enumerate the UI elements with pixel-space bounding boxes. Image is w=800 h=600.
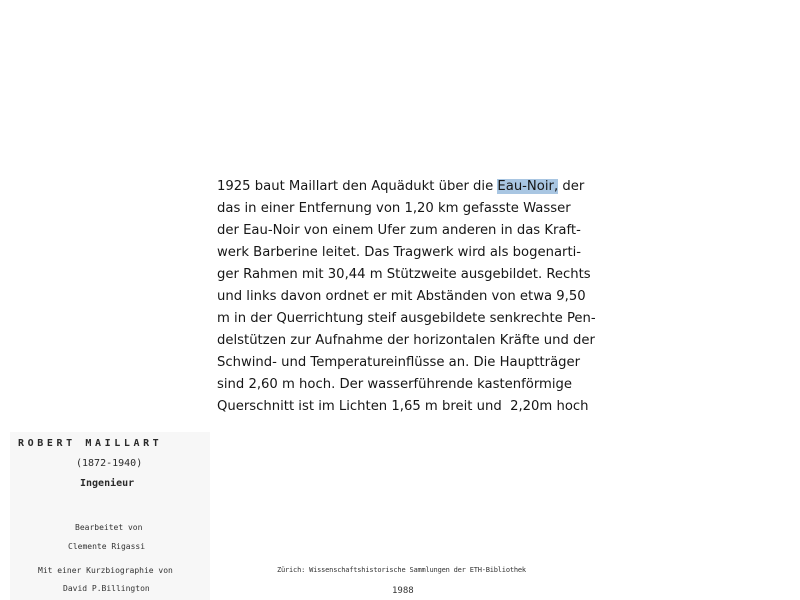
text-line: m in der Querrichtung steif ausgebildete senkrechte Pen-	[217, 311, 596, 326]
text-line: sind 2,60 m hoch. Der wasserführende kastenförmige	[217, 377, 573, 392]
publication-year: 1988	[392, 586, 414, 596]
text-line: delstützen zur Aufnahme der horizontalen Kräfte und der	[217, 333, 595, 348]
text-line	[217, 176, 607, 198]
author-name: ROBERT MAILLART	[18, 438, 163, 449]
text-segment: der	[558, 179, 585, 194]
text-line: ger Rahmen mit 30,44 m Stützweite ausgebildet. Rechts	[217, 267, 591, 282]
text-line: und links davon ordnet er mit Abständen von etwa 9,50	[217, 289, 586, 304]
text-line: Querschnitt ist im Lichten 1,65 m breit und 2,20m hoch	[217, 399, 589, 414]
author-years: (1872-1940)	[76, 458, 143, 469]
edited-by-label: Bearbeitet von	[75, 523, 143, 532]
text-line: das in einer Entfernung von 1,20 km gefasste Wasser	[217, 201, 571, 216]
editor-name: Clemente Rigassi	[68, 542, 146, 551]
text-line: Schwind- und Temperatureinflüsse an. Die Hauptträger	[217, 355, 581, 370]
text-segment: 1925 baut Maillart den Aquädukt über die	[217, 179, 498, 194]
biography-author: David P.Billington	[63, 584, 150, 593]
author-role: Ingenieur	[80, 478, 135, 489]
text-line: der Eau-Noir von einem Ufer zum anderen in das Kraft-	[217, 223, 581, 238]
biography-note: Mit einer Kurzbiographie von	[38, 566, 173, 575]
publisher-line: Zürich: Wissenschaftshistorische Sammlungen der ETH-Bibliothek	[277, 566, 526, 574]
text-line: werk Barberine leitet. Das Tragwerk wird als bogenarti-	[217, 245, 582, 260]
highlighted-text[interactable]: Eau-Noir,	[497, 179, 559, 194]
body-paragraph	[217, 176, 607, 418]
